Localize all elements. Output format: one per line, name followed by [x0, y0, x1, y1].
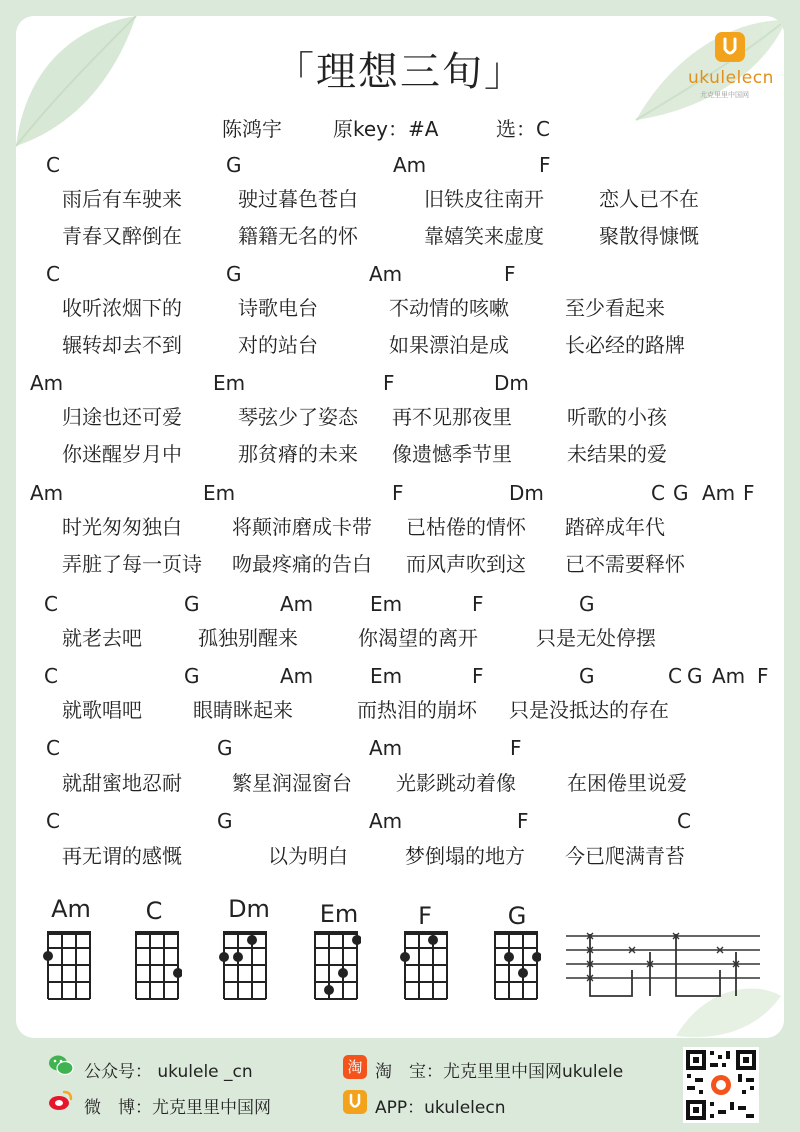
lyric-phrase: 长必经的路牌 — [565, 333, 685, 357]
artist-name: 陈鸿宇 — [222, 117, 282, 141]
chord-label: Am — [369, 262, 403, 286]
chord-label: F — [757, 664, 769, 688]
lyric-phrase: 以为明白 — [268, 844, 348, 868]
original-key: 原key：#A — [333, 117, 439, 141]
chord-diagram-dm — [218, 928, 270, 1000]
chord-label: Am — [369, 736, 403, 760]
chord-diagram-am — [42, 928, 94, 1000]
chord-label: F — [743, 481, 755, 505]
chord-label: C — [651, 481, 665, 505]
lyric-phrase: 归途也还可爱 — [62, 405, 182, 429]
lyric-phrase: 眼睛眯起来 — [193, 698, 293, 722]
chord-label: F — [472, 592, 484, 616]
chord-label: C — [46, 809, 60, 833]
logo-subtitle: 尤克里里中国网 — [700, 91, 749, 99]
chord-label: Am — [280, 592, 314, 616]
chord-label: F — [504, 262, 516, 286]
chosen-key: 选：C — [496, 117, 550, 141]
wechat-icon — [48, 1052, 74, 1078]
lyric-phrase: 诗歌电台 — [238, 296, 318, 320]
lyric-phrase: 听歌的小孩 — [567, 405, 667, 429]
chord-label: G — [226, 153, 242, 177]
chord-label: Am — [369, 809, 403, 833]
lyric-phrase: 只是无处停摆 — [536, 626, 656, 650]
lyric-phrase: 已不需要释怀 — [565, 552, 685, 576]
lyric-phrase: 旧铁皮往南开 — [424, 187, 544, 211]
chord-label: C — [46, 736, 60, 760]
weibo-account: 微 博：尤克里里中国网 — [84, 1098, 271, 1118]
lyric-phrase: 梦倒塌的地方 — [405, 844, 525, 868]
lyric-phrase: 那贫瘠的未来 — [238, 442, 358, 466]
lyric-phrase: 再无谓的感慨 — [62, 844, 182, 868]
chord-diagram-c — [130, 928, 182, 1000]
taobao-icon: 淘 — [343, 1055, 367, 1079]
lyric-phrase: 光影跳动着像 — [396, 771, 516, 795]
qr-code-icon — [683, 1047, 759, 1123]
lyric-phrase: 你渴望的离开 — [358, 626, 478, 650]
lyric-phrase: 你迷醒岁月中 — [62, 442, 182, 466]
lyric-phrase: 琴弦少了姿态 — [238, 405, 358, 429]
chord-label: G — [579, 592, 595, 616]
chord-label: Am — [30, 481, 64, 505]
chord-label: C — [677, 809, 691, 833]
lyric-phrase: 不动情的咳嗽 — [389, 296, 509, 320]
chord-label: Am — [393, 153, 427, 177]
lyric-phrase: 将颠沛磨成卡带 — [232, 515, 372, 539]
chord-label: F — [383, 371, 395, 395]
chord-label: F — [510, 736, 522, 760]
lyric-phrase: 辗转却去不到 — [62, 333, 182, 357]
chord-label: Dm — [509, 481, 544, 505]
ukulele-logo-icon — [715, 32, 745, 62]
chord-diagram-em — [309, 928, 361, 1000]
lyric-phrase: 时光匆匆独白 — [62, 515, 182, 539]
diagram-label: Dm — [228, 895, 270, 923]
lyric-phrase: 再不见那夜里 — [392, 405, 512, 429]
lyric-phrase: 对的站台 — [238, 333, 318, 357]
chord-label: Em — [370, 592, 403, 616]
lyric-phrase: 今已爬满青苔 — [565, 844, 685, 868]
lyric-phrase: 就甜蜜地忍耐 — [62, 771, 182, 795]
chord-label: C — [668, 664, 682, 688]
chord-label: G — [579, 664, 595, 688]
chord-label: F — [539, 153, 551, 177]
lyric-phrase: 至少看起来 — [565, 296, 665, 320]
diagram-label: Em — [319, 900, 359, 928]
chord-label: Am — [712, 664, 746, 688]
chord-label: C — [44, 592, 58, 616]
diagram-label: Am — [51, 895, 91, 923]
weibo-icon — [48, 1088, 74, 1114]
chord-label: C — [46, 153, 60, 177]
lyric-phrase: 已枯倦的情怀 — [406, 515, 526, 539]
chord-label: G — [184, 592, 200, 616]
chord-label: G — [687, 664, 703, 688]
lyric-phrase: 吻最疼痛的告白 — [232, 552, 372, 576]
app-name: APP：ukulelecn — [375, 1098, 506, 1118]
chord-diagram-f — [399, 928, 451, 1000]
wechat-account: 公众号： ukulele _cn — [84, 1062, 253, 1082]
lyric-phrase: 青春又醉倒在 — [62, 224, 182, 248]
song-title: 「理想三旬」 — [274, 49, 526, 95]
diagram-label: C — [145, 897, 163, 925]
lyric-phrase: 踏碎成年代 — [565, 515, 665, 539]
lyric-phrase: 就老去吧 — [62, 626, 142, 650]
lyric-phrase: 如果漂泊是成 — [389, 333, 509, 357]
chord-label: G — [673, 481, 689, 505]
chord-diagram-g — [489, 928, 541, 1000]
chord-label: Em — [370, 664, 403, 688]
lyric-phrase: 聚散得慷慨 — [599, 224, 699, 248]
chord-label: G — [184, 664, 200, 688]
chord-label: Em — [203, 481, 236, 505]
chord-label: C — [44, 664, 58, 688]
diagram-label: G — [507, 902, 527, 930]
lyric-phrase: 而风声吹到这 — [406, 552, 526, 576]
chord-label: Am — [702, 481, 736, 505]
lyric-phrase: 就歌唱吧 — [62, 698, 142, 722]
app-icon — [343, 1090, 367, 1114]
chord-label: C — [46, 262, 60, 286]
chord-label: Am — [30, 371, 64, 395]
chord-label: F — [517, 809, 529, 833]
lyric-phrase: 像遗憾季节里 — [392, 442, 512, 466]
lyric-phrase: 而热泪的崩坏 — [357, 698, 477, 722]
lyric-phrase: 雨后有车驶来 — [62, 187, 182, 211]
chord-label: Am — [280, 664, 314, 688]
lyric-phrase: 籍籍无名的怀 — [238, 224, 358, 248]
diagram-label: F — [418, 902, 432, 930]
lyric-phrase: 收听浓烟下的 — [62, 296, 182, 320]
chord-label: Em — [213, 371, 246, 395]
lyric-phrase: 在困倦里说爱 — [567, 771, 687, 795]
rhythm-pattern — [560, 924, 766, 1000]
lyric-phrase: 靠嬉笑来虚度 — [424, 224, 544, 248]
chord-label: G — [217, 809, 233, 833]
lyric-phrase: 未结果的爱 — [567, 442, 667, 466]
lyric-phrase: 恋人已不在 — [599, 187, 699, 211]
lyric-phrase: 驶过暮色苍白 — [238, 187, 358, 211]
lyric-phrase: 孤独别醒来 — [198, 626, 298, 650]
logo-text: ukulelecn — [688, 68, 774, 88]
lyric-phrase: 只是没抵达的存在 — [509, 698, 669, 722]
chord-label: G — [217, 736, 233, 760]
chord-label: Dm — [494, 371, 529, 395]
chord-label: F — [392, 481, 404, 505]
chord-label: F — [472, 664, 484, 688]
taobao-store: 淘 宝：尤克里里中国网ukulele — [375, 1062, 624, 1082]
lyric-phrase: 繁星润湿窗台 — [232, 771, 352, 795]
chord-label: G — [226, 262, 242, 286]
lyric-phrase: 弄脏了每一页诗 — [62, 552, 202, 576]
